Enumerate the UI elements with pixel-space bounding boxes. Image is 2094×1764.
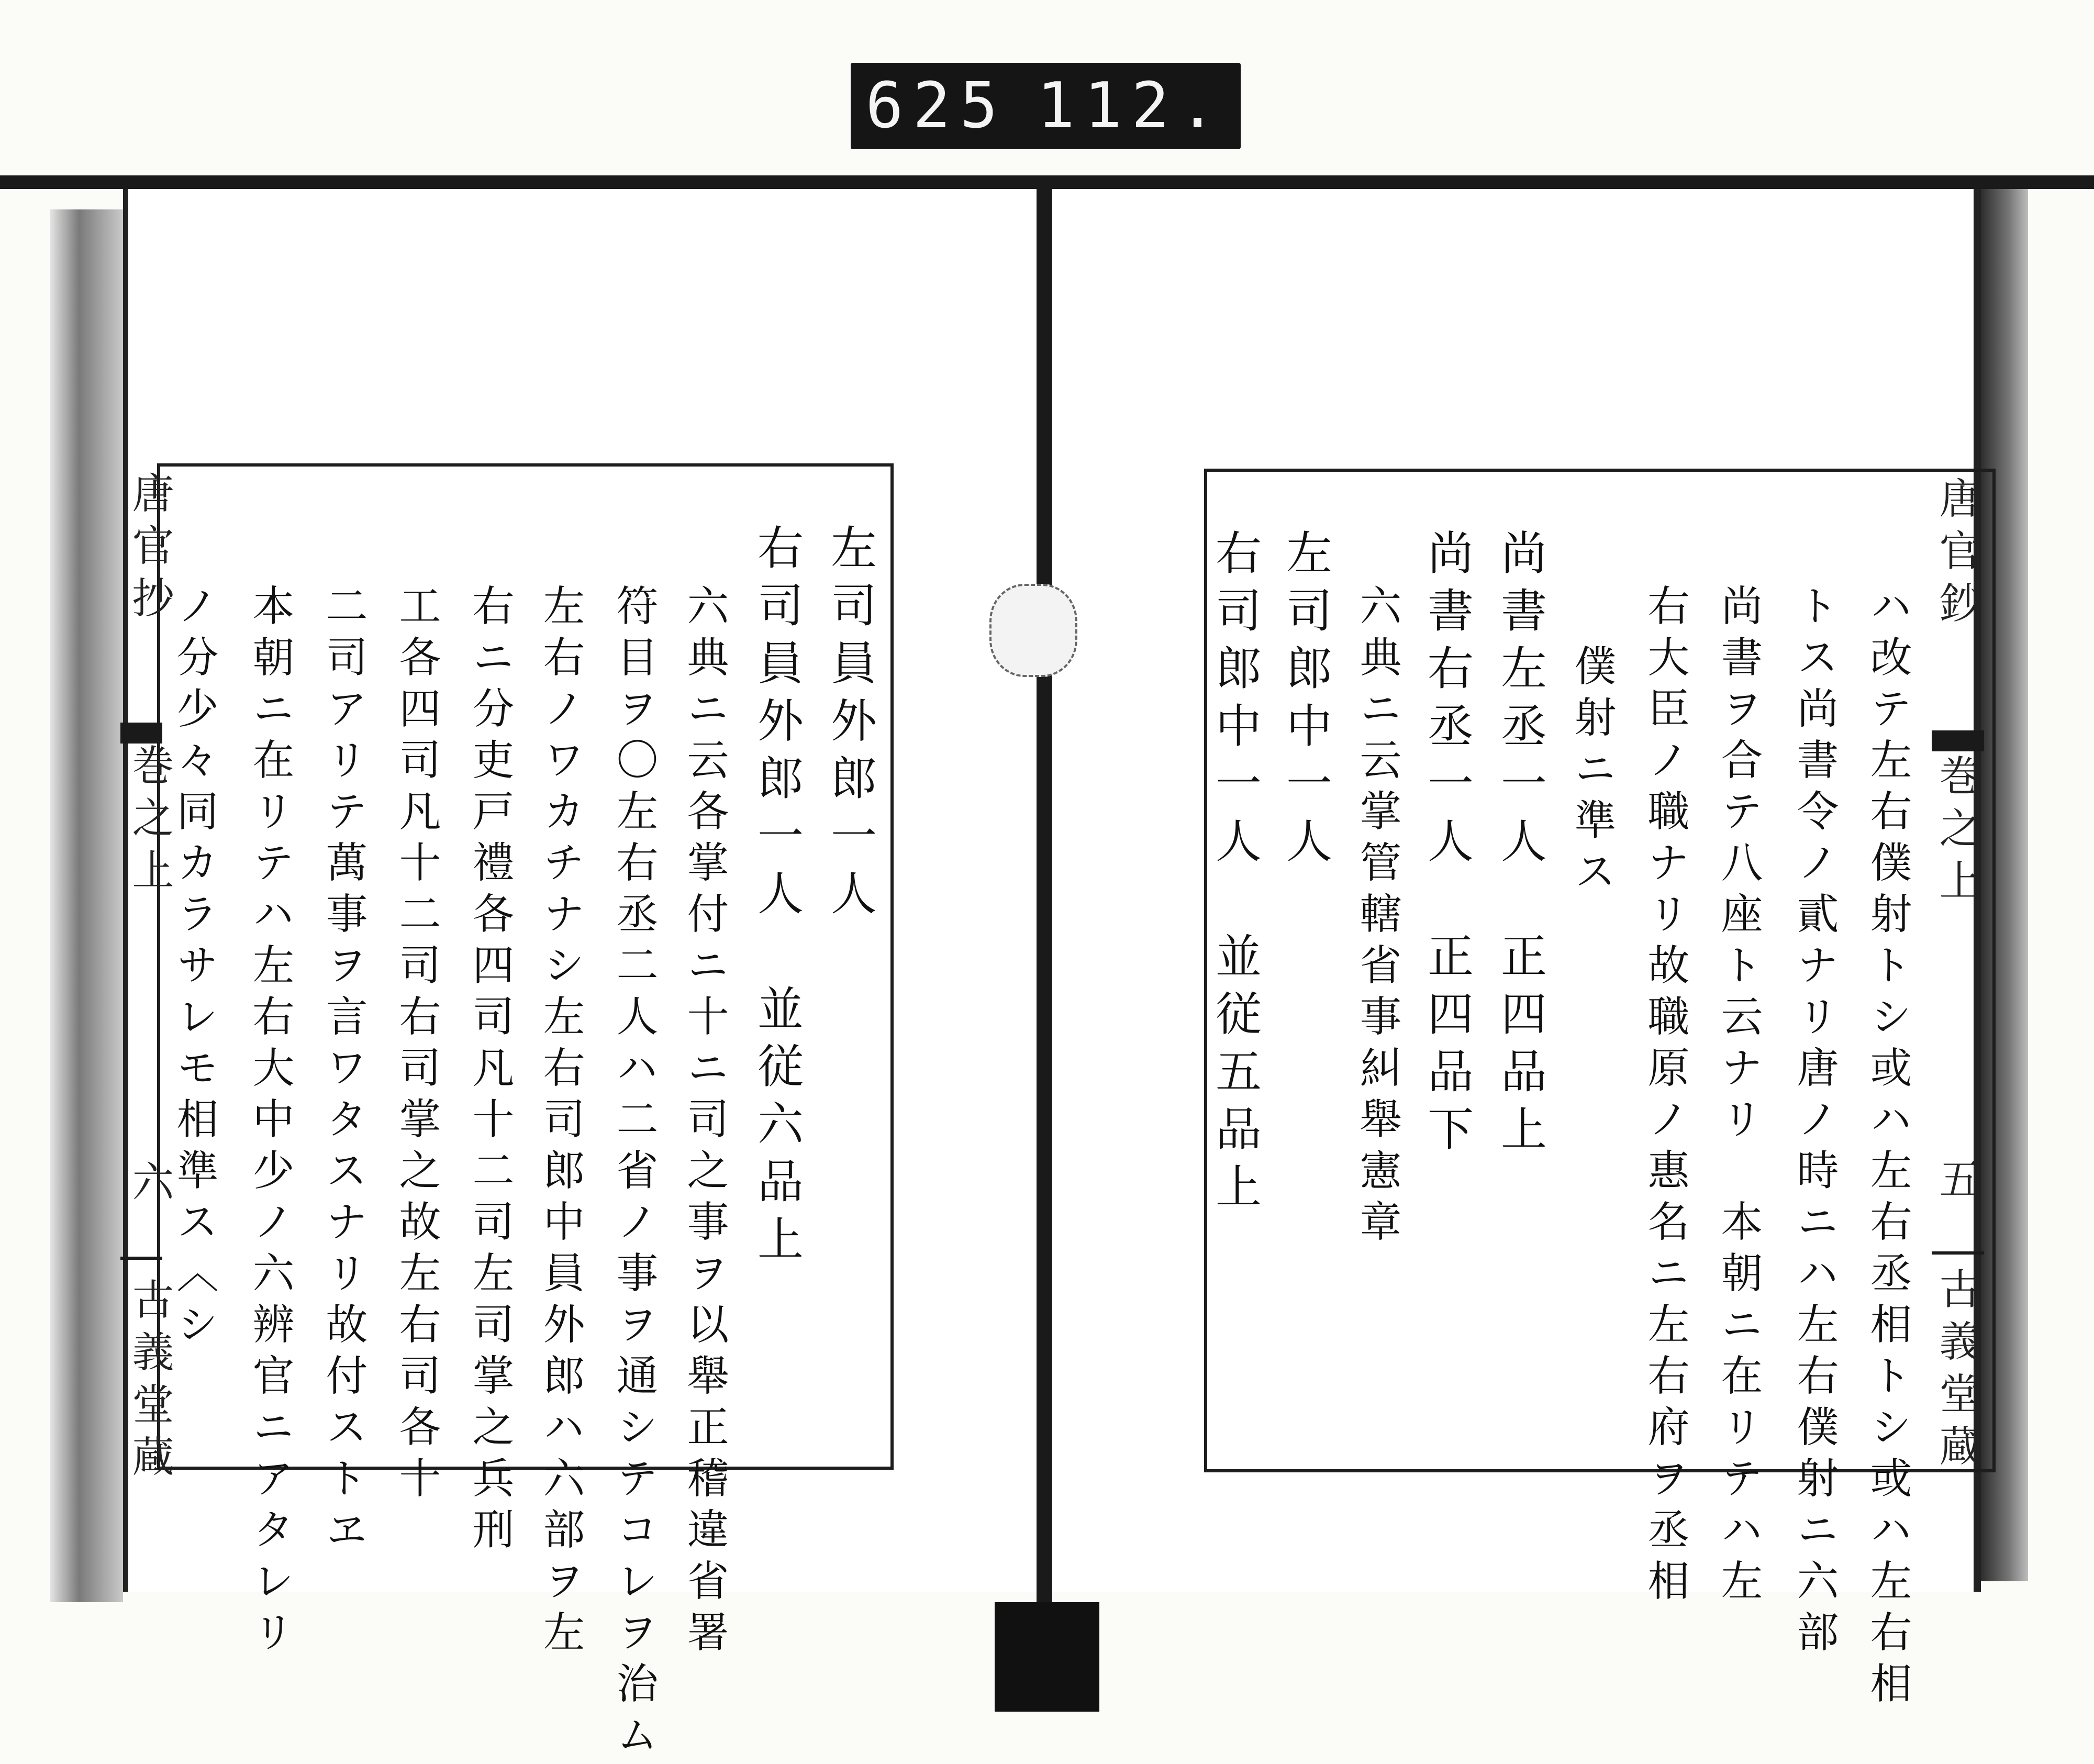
right-column-8: 六典ニ云掌管轄省事糾舉憲章 xyxy=(1353,584,1401,1251)
catalog-label xyxy=(851,63,1241,149)
binding-hole-left xyxy=(989,584,1077,677)
right-column-4: 右大臣ノ職ナリ故職原ノ惠名ニ左右府ヲ丞相 xyxy=(1641,584,1689,1610)
left-column-7: 工各四司凡十二司右司掌之故左右司各十 xyxy=(392,584,441,1507)
right-column-2: トス尚書令ノ貳ナリ唐ノ時ニハ左右僕射ニ六部 xyxy=(1790,584,1839,1661)
left-column-10: ノ分少々同カラサレモ相準ス〈シ xyxy=(170,584,218,1353)
center-clamp-rod xyxy=(1037,178,1052,1623)
right-margin-title: 唐官鈔 xyxy=(1932,476,1981,634)
right-column-1: ハ改テ左右僕射トシ或ハ左右丞相トシ或ハ左右相 xyxy=(1863,584,1912,1713)
left-book-edge xyxy=(50,209,123,1602)
left-column-5: 左右ノワカチナシ左右司郎中員外郎ハ六部ヲ左 xyxy=(536,584,585,1661)
left-margin-title: 唐官抄 xyxy=(125,471,174,628)
bottom-clamp xyxy=(995,1602,1099,1712)
catalog-number-right: 112. xyxy=(1037,70,1226,142)
right-column-7: 尚書右丞一人 正四品下 xyxy=(1420,529,1474,1162)
left-margin-page-number: 六 xyxy=(125,1160,174,1212)
left-column-3: 六典ニ云各掌付ニ十ニ司之事ヲ以舉正稽違省署 xyxy=(680,584,729,1661)
catalog-number-left: 625 xyxy=(865,70,1008,142)
left-margin-volume: 巻之上 xyxy=(125,744,174,901)
left-margin-rule xyxy=(120,1257,162,1260)
right-margin-library: 古義堂蔵 xyxy=(1932,1267,1981,1477)
right-column-9: 左司郎中一人 xyxy=(1279,529,1333,874)
left-column-2: 右司員外郎一人 並従六品上 xyxy=(750,524,804,1272)
right-margin-volume: 巻之上 xyxy=(1932,754,1981,911)
right-margin-rule xyxy=(1932,1251,1984,1255)
left-column-8: 二司アリテ萬事ヲ言ワタスナリ故付ストヱ xyxy=(319,584,367,1559)
left-column-1: 左司員外郎一人 xyxy=(823,524,877,927)
left-column-4: 符目ヲ〇左右丞二人ハ二省ノ事ヲ通シテコレヲ治ム xyxy=(609,584,658,1764)
left-margin-library: 古義堂蔵 xyxy=(125,1278,174,1487)
right-column-3: 尚書ヲ合テ八座ト云ナリ 本朝ニ在リテハ左 xyxy=(1714,584,1763,1610)
right-fishtail-mark xyxy=(1932,730,1984,751)
right-column-10: 右司郎中一人 並従五品上 xyxy=(1208,529,1262,1220)
right-margin-page-number: 五 xyxy=(1932,1157,1981,1210)
left-column-6: 右ニ分吏戸禮各四司凡十二司左司掌之兵刑 xyxy=(465,584,514,1559)
right-column-5: 僕射ニ準ス xyxy=(1567,644,1616,901)
right-column-6: 尚書左丞一人 正四品上 xyxy=(1494,529,1547,1162)
left-fishtail-mark xyxy=(120,723,162,744)
left-column-9: 本朝ニ在リテハ左右大中少ノ六辨官ニアタレリ xyxy=(246,584,294,1661)
